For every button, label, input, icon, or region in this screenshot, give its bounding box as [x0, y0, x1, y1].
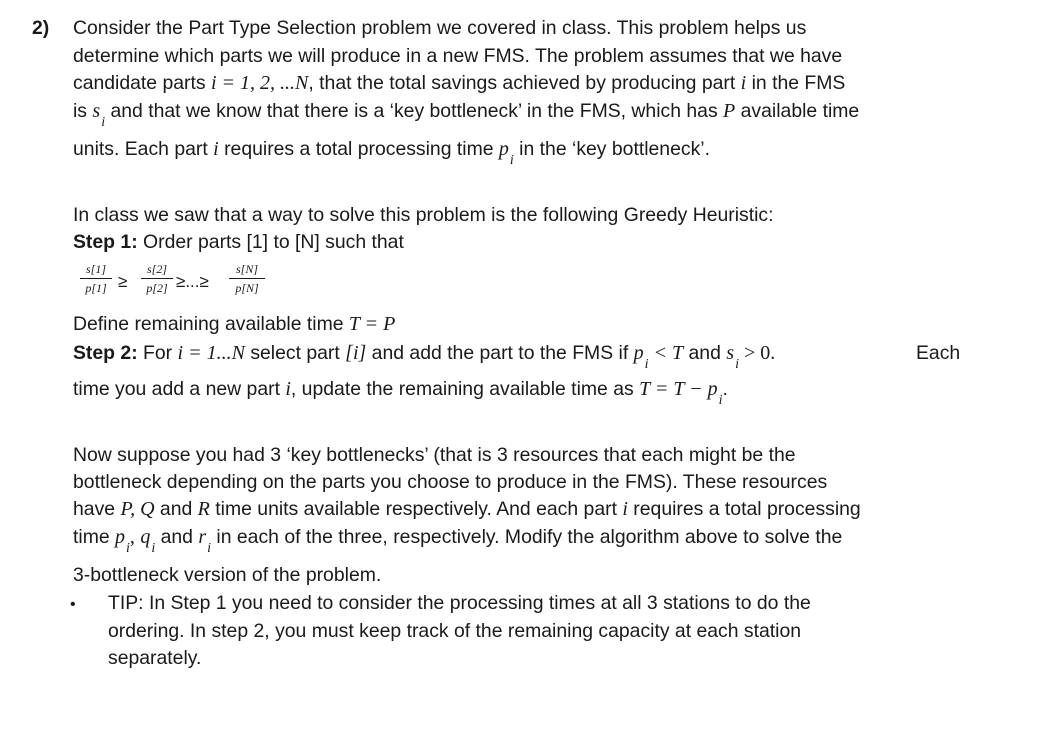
fraction-2-bar: [141, 278, 173, 279]
step2-gt-math: > 0.: [738, 342, 776, 364]
para3-pq-math: P, Q: [120, 498, 155, 520]
geq-sign: ≥: [118, 272, 128, 291]
para3-line3: [73, 498, 861, 521]
savings-symbol: s: [92, 100, 101, 122]
part-range-math: i = 1, 2, ...N: [210, 72, 309, 94]
para3-line4-c: in each of the three, respectively. Modify the algorithm above to solve the: [211, 526, 843, 548]
fraction-2-numerator: s[2]: [146, 262, 167, 276]
para3-line4-a: time: [73, 526, 116, 548]
define-text: Define remaining available time: [73, 313, 349, 335]
step2-line: [73, 342, 776, 372]
para3-q-subscript: i: [151, 541, 156, 556]
part-index-math: i: [740, 72, 747, 94]
step2-line2: [73, 378, 728, 408]
para1-line4: [73, 100, 860, 130]
step2-p-subscript: i: [644, 357, 649, 372]
define-line: [73, 313, 395, 336]
step2-each: Each: [916, 342, 961, 364]
para3-comma: ,: [129, 526, 135, 548]
para3-r-subscript: i: [207, 541, 212, 556]
define-math: T = P: [348, 313, 396, 335]
step2-line2-a: time you add a new part: [73, 378, 286, 400]
para3-p-symbol: p: [115, 526, 126, 548]
para2-intro: In class we saw that a way to solve this problem is the following Greedy Heuristic:: [73, 204, 774, 226]
geq-chain: ≥...≥: [176, 272, 209, 291]
para3-line3-a: have: [73, 498, 121, 520]
para1-line1: Consider the Part Type Selection problem we covered in class. This problem helps us: [73, 17, 807, 39]
fraction-1: [80, 262, 112, 302]
para1-line5-b: requires a total processing time: [218, 138, 499, 160]
tip-bullet: •: [70, 596, 76, 613]
savings-subscript: i: [101, 115, 106, 130]
update-math: T = T − p: [639, 378, 718, 400]
step2-lt-math: < T: [648, 342, 684, 364]
fraction-n-bar: [229, 278, 265, 279]
para3-line4: [73, 526, 843, 556]
step2-a: For: [137, 342, 178, 364]
step2-line2-b: , update the remaining available time as: [290, 378, 640, 400]
para3-line3-d: requires a total processing: [627, 498, 861, 520]
processing-time-subscript: i: [509, 153, 514, 168]
para1-line3: [73, 72, 845, 95]
step2-b: select part: [244, 342, 346, 364]
para3-p-subscript: i: [126, 541, 130, 556]
para3-line1: Now suppose you had 3 ‘key bottlenecks’ (that is 3 resources that each might be the: [73, 444, 796, 466]
fraction-2: [141, 262, 173, 302]
para1-line5-a: units. Each part: [73, 138, 214, 160]
para1-line4-c: available time: [735, 100, 860, 122]
para3-q-symbol: q: [140, 526, 151, 548]
para1-line5-c: in the ‘key bottleneck’.: [513, 138, 710, 160]
para1-line4-a: is: [73, 100, 93, 122]
step2-and: and: [683, 342, 727, 364]
para3-i-math: i: [622, 498, 628, 520]
fraction-1-denominator: p[1]: [85, 281, 107, 295]
step2-p-symbol: p: [633, 342, 644, 364]
fraction-n-denominator: p[N]: [235, 281, 259, 295]
para1-line3-b: , that the total savings achieved by producing part: [308, 72, 741, 94]
para1-line4-b: and that we know that there is a ‘key bottleneck’ in the FMS, which has: [105, 100, 724, 122]
para1-line3-a: candidate parts: [73, 72, 211, 94]
para3-r-symbol: r: [198, 526, 207, 548]
capacity-symbol: P: [723, 100, 736, 122]
step2-s-subscript: i: [735, 357, 739, 372]
update-period: .: [722, 378, 728, 400]
para1-line3-c: in the FMS: [746, 72, 846, 94]
step1-line: [73, 231, 404, 254]
step2-loop-math: i = 1...N: [177, 342, 245, 364]
para1-line2: determine which parts we will produce in a new FMS. The problem assumes that we have: [73, 45, 843, 67]
fraction-n-numerator: s[N]: [235, 262, 258, 276]
step2-s-symbol: s: [726, 342, 735, 364]
fraction-2-denominator: p[2]: [146, 281, 168, 295]
para3-line5: 3-bottleneck version of the problem.: [73, 564, 382, 586]
para1-line5: [73, 138, 710, 168]
part-index-math-2: i: [213, 138, 219, 160]
para3-line3-c: time units available respectively. And each part: [209, 498, 623, 520]
step2-label: Step 2:: [73, 342, 138, 364]
question-number: 2): [32, 17, 50, 39]
update-subscript: i: [718, 393, 723, 408]
para3-line3-b: and: [154, 498, 198, 520]
step2-part-math: [i]: [345, 342, 367, 364]
fraction-1-bar: [80, 278, 112, 279]
para3-r-math: R: [197, 498, 210, 520]
tip-line2: ordering. In step 2, you must keep track of the remaining capacity at each station: [108, 620, 802, 642]
tip-line3: separately.: [108, 647, 202, 669]
fraction-n: [229, 262, 265, 302]
step1-label: Step 1:: [73, 231, 138, 253]
step2-c: and add the part to the FMS if: [366, 342, 634, 364]
tip-line1: TIP: In Step 1 you need to consider the processing times at all 3 stations to do the: [108, 592, 811, 614]
fraction-1-numerator: s[1]: [85, 262, 106, 276]
processing-time-symbol: p: [498, 138, 509, 160]
para3-line2: bottleneck depending on the parts you choose to produce in the FMS). These resources: [73, 471, 828, 493]
para3-line4-b: and: [155, 526, 199, 548]
step1-text: Order parts [1] to [N] such that: [137, 231, 404, 253]
step2-line2-i: i: [285, 378, 291, 400]
